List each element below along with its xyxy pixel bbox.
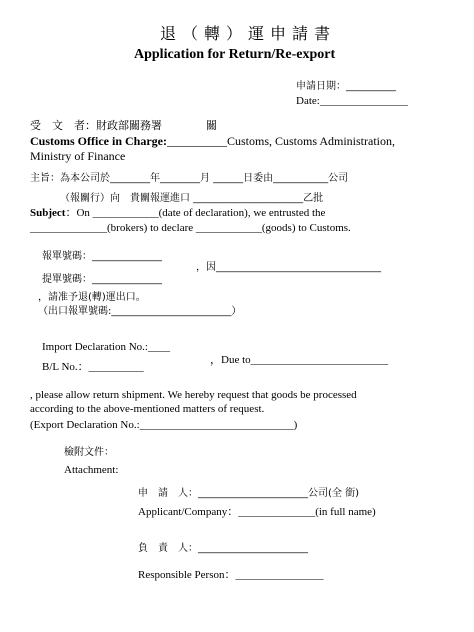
apply-date-chinese: 申請日期：__________ — [296, 81, 396, 92]
due-to-english: ，Due to_________________________ — [210, 354, 389, 366]
bill-of-lading-english: B/L No.：__________ — [42, 361, 144, 373]
approve-chinese: ，請准予退(轉)運出口。 — [38, 292, 146, 303]
declaration-number-chinese: 報單號碼：______________ — [42, 251, 162, 262]
title-chinese: 退（轉）運申請書 — [160, 24, 337, 43]
attachment-chinese: 檢附文件： — [64, 447, 114, 458]
apply-date-english: Date:________________ — [296, 95, 408, 107]
attachment-english: Attachment: — [64, 464, 119, 476]
applicant-english: Applicant/Company：______________(in full name) — [138, 506, 376, 518]
subject-english-2: ______________(brokers) to declare ____________(goods) to Customs. — [30, 222, 351, 234]
bill-of-lading-chinese: 提單號碼：______________ — [42, 274, 162, 285]
subject-chinese-2: （報關行）向 貴關報運進口 ______________________乙批 — [60, 193, 324, 204]
export-declaration-english: (Export Declaration No.:____________________________) — [30, 419, 298, 431]
office-value-2: Ministry of Finance — [30, 149, 126, 163]
request-english-2: according to the above-mentioned matters of request. — [30, 403, 265, 415]
export-declaration-chinese: （出口報單號碼:________________________） — [38, 306, 242, 317]
subject-chinese-1: 主旨：為本公司於________年________月 ______日委由___________公司 — [30, 173, 349, 184]
title-english: Application for Return/Re-export — [134, 47, 336, 62]
applicant-chinese: 申 請 人：______________________公司(全 銜) — [138, 488, 359, 499]
request-english-1: , please allow return shipment. We hereby request that goods be processed — [30, 389, 357, 401]
import-declaration-english: Import Declaration No.:____ — [42, 341, 170, 353]
office-label: Customs Office in Charge: — [30, 134, 167, 148]
responsible-person-chinese: 負 責 人：______________________ — [138, 543, 308, 554]
responsible-person-english: Responsible Person：________________ — [138, 569, 324, 581]
office-value: __________Customs, Customs Administration, — [166, 134, 396, 148]
office-line — [30, 135, 395, 147]
subject-label: Subject — [30, 207, 66, 219]
recipient-chinese: 受 文 者：財政部關務署 關 — [30, 119, 217, 132]
reason-chinese: ，因_________________________________ — [196, 262, 381, 273]
subject-english-1 — [30, 208, 325, 219]
subject-text: ：On ____________(date of declaration), we entrusted the — [65, 207, 326, 219]
